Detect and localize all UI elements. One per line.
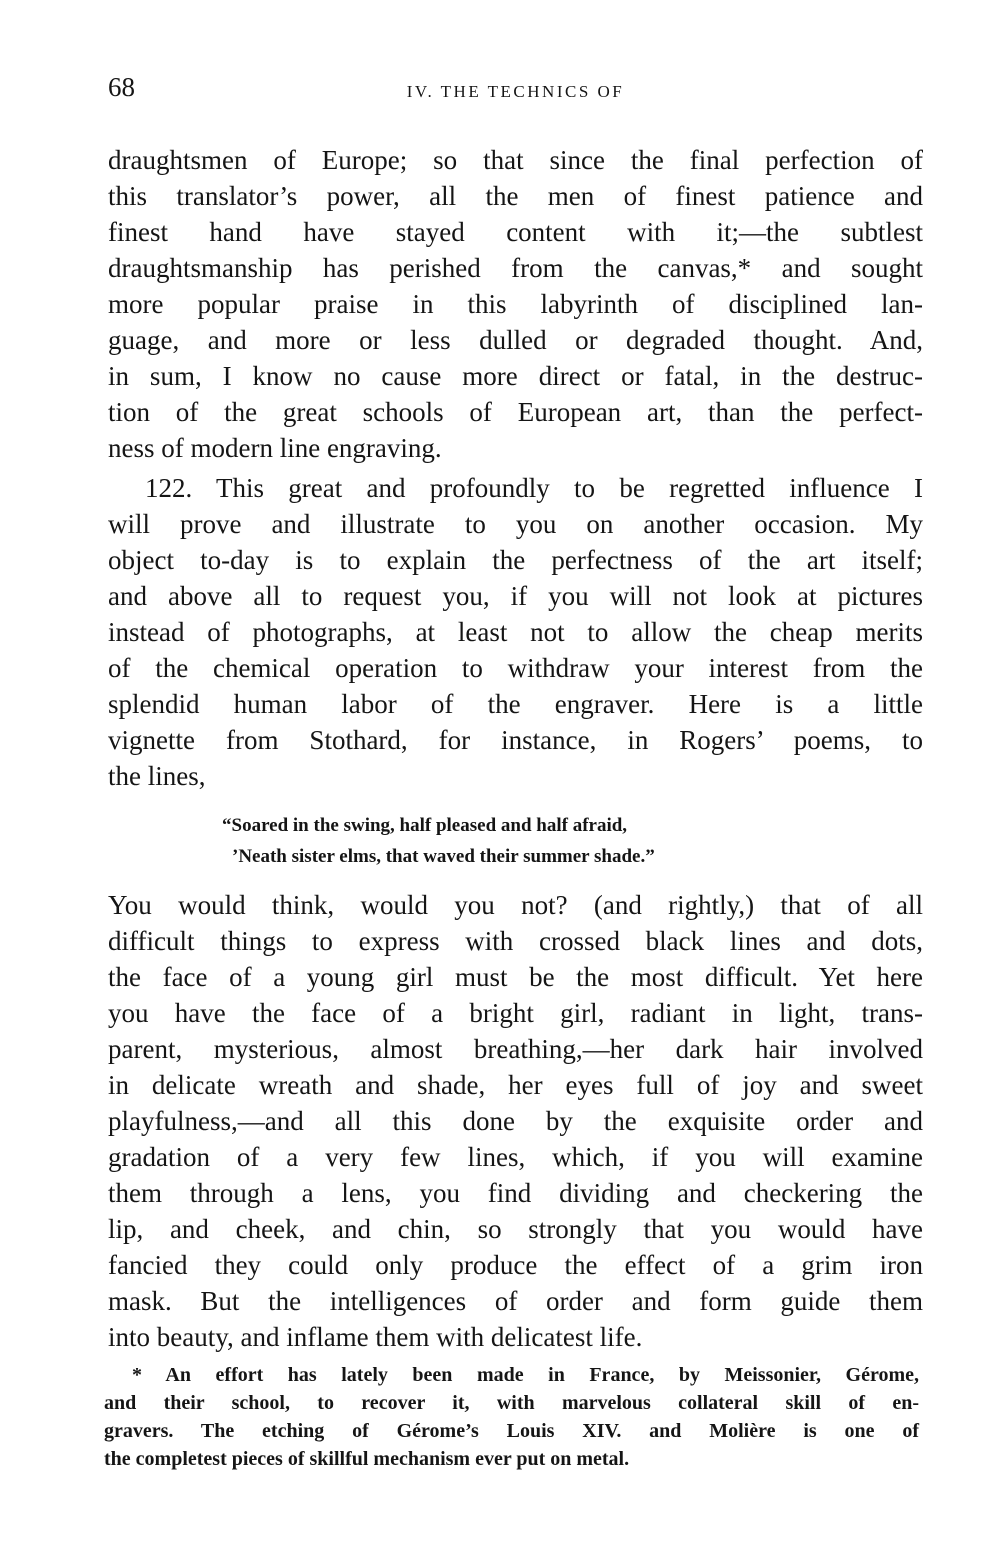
text-line: fancied they could only produce the effect of a grim iron xyxy=(108,1250,923,1280)
text-line: in sum, I know no cause more direct or fatal, in the destruc- xyxy=(108,361,923,391)
text-line: mask. But the intelligences of order and form guide them xyxy=(108,1286,923,1316)
text-line: finest hand have stayed content with it;—the subtlest xyxy=(108,217,923,247)
page-header xyxy=(108,72,923,112)
text-line: gradation of a very few lines, which, if you will examine xyxy=(108,1142,923,1172)
quote-line: ’Neath sister elms, that waved their summer shade.” xyxy=(232,846,655,867)
text-line: the lines, xyxy=(108,761,206,791)
text-line: vignette from Stothard, for instance, in Rogers’ poems, to xyxy=(108,725,923,755)
text-line: 122. This great and profoundly to be regretted influence I xyxy=(145,473,923,503)
footnote-line: and their school, to recover it, with marvelous collateral skill of en- xyxy=(104,1392,919,1414)
text-line: parent, mysterious, almost breathing,—her dark hair involved xyxy=(108,1034,923,1064)
text-line: draughtsmen of Europe; so that since the final perfection of xyxy=(108,145,923,175)
text-line: lip, and cheek, and chin, so strongly that you would have xyxy=(108,1214,923,1244)
footnote-line: gravers. The etching of Gérome’s Louis XIV. and Molière is one of xyxy=(104,1420,919,1442)
text-line: splendid human labor of the engraver. Here is a little xyxy=(108,689,923,719)
footnote-line: the completest pieces of skillful mechanism ever put on metal. xyxy=(104,1448,630,1470)
text-line: them through a lens, you find dividing and checkering the xyxy=(108,1178,923,1208)
text-line: more popular praise in this labyrinth of disciplined lan- xyxy=(108,289,923,319)
text-line: you have the face of a bright girl, radiant in light, trans- xyxy=(108,998,923,1028)
text-line: tion of the great schools of European art, than the perfect- xyxy=(108,397,923,427)
text-line: object to-day is to explain the perfectness of the art itself; xyxy=(108,545,923,575)
running-title: IV. THE TECHNICS OF xyxy=(406,82,625,101)
text-line: this translator’s power, all the men of finest patience and xyxy=(108,181,923,211)
text-line: draughtsmanship has perished from the canvas,* and sought xyxy=(108,253,923,283)
text-line: of the chemical operation to withdraw your interest from the xyxy=(108,653,923,683)
text-line: instead of photographs, at least not to allow the cheap merits xyxy=(108,617,923,647)
text-line: ness of modern line engraving. xyxy=(108,433,442,463)
text-line: guage, and more or less dulled or degraded thought. And, xyxy=(108,325,923,355)
text-line: You would think, would you not? (and rightly,) that of all xyxy=(108,890,923,920)
text-line: into beauty, and inflame them with delicatest life. xyxy=(108,1322,643,1352)
text-line: in delicate wreath and shade, her eyes full of joy and sweet xyxy=(108,1070,923,1100)
quote-line: “Soared in the swing, half pleased and half afraid, xyxy=(222,815,628,836)
text-line: playfulness,—and all this done by the exquisite order and xyxy=(108,1106,923,1136)
text-line: the face of a young girl must be the most difficult. Yet here xyxy=(108,962,923,992)
page-number: 68 xyxy=(108,72,135,102)
text-line: difficult things to express with crossed black lines and dots, xyxy=(108,926,923,956)
text-line: will prove and illustrate to you on another occasion. My xyxy=(108,509,923,539)
footnote-line: * An effort has lately been made in France, by Meissonier, Gérome, xyxy=(132,1364,919,1386)
text-line: and above all to request you, if you will not look at pictures xyxy=(108,581,923,611)
